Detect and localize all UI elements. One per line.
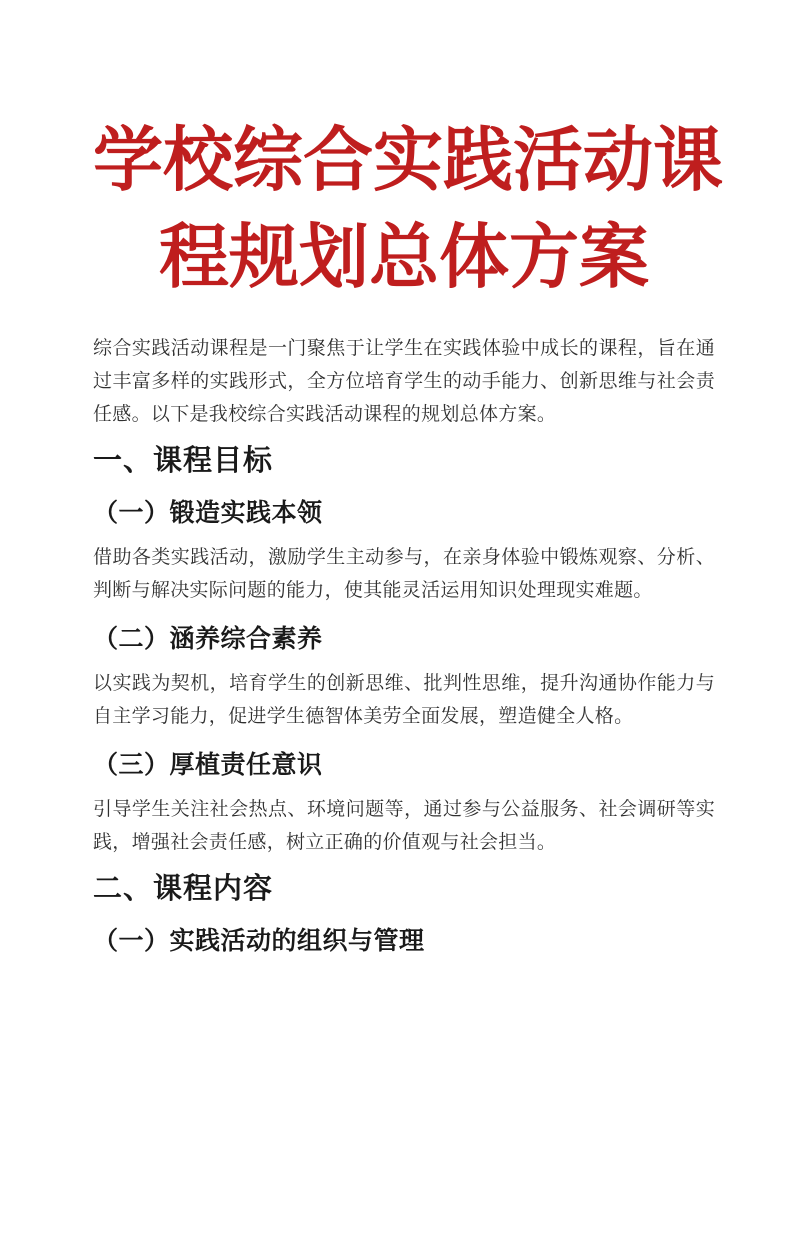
page-title-line-2: 程规划总体方案 (159, 218, 649, 296)
subsection-title-comprehensive-quality: （二）涵养综合素养 (93, 625, 323, 653)
section-heading-course-content: 二、课程内容 (93, 873, 274, 905)
subsection-title-practice-skills: （一）锻造实践本领 (93, 499, 323, 527)
section-heading-course-goals: 一、课程目标 (93, 445, 274, 477)
page-title-line-1: 学校综合实践活动课 (93, 121, 723, 199)
document-page (0, 112, 800, 1243)
page-title (93, 112, 723, 306)
subsection-title-activity-organization: （一）实践活动的组织与管理 (93, 927, 425, 955)
intro-paragraph: 综合实践活动课程是一门聚焦于让学生在实践体验中成长的课程，旨在通过丰富多样的实践形式，全方位培育学生的动手能力、创新思维与社会责任感。以下是我校综合实践活动课程的规划总体方案。 (93, 338, 715, 425)
subsection-title-responsibility-awareness: （三）厚植责任意识 (93, 751, 323, 779)
subsection-body-responsibility-awareness: 引导学生关注社会热点、环境问题等，通过参与公益服务、社会调研等实践，增强社会责任感，树立正确的价值观与社会担当。 (93, 799, 715, 853)
subsection-body-practice-skills: 借助各类实践活动，激励学生主动参与，在亲身体验中锻炼观察、分析、判断与解决实际问题的能力，使其能灵活运用知识处理现实难题。 (93, 547, 715, 601)
subsection-body-comprehensive-quality: 以实践为契机，培育学生的创新思维、批判性思维，提升沟通协作能力与自主学习能力，促进学生德智体美劳全面发展，塑造健全人格。 (93, 673, 715, 727)
